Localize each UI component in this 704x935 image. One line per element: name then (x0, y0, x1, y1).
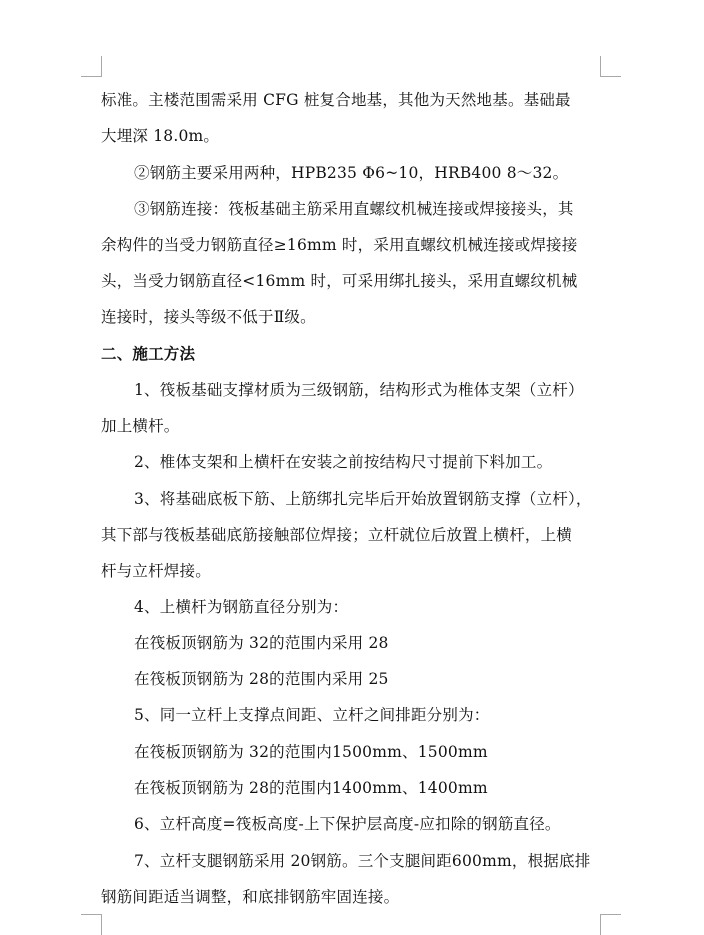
text-line: ②钢筋主要采用两种，HPB235 Φ6~10，HRB400 8～32。 (134, 164, 569, 182)
text-line: 钢筋间距适当调整，和底排钢筋牢固连接。 (101, 888, 400, 906)
text-line: 6、立杆高度=筏板高度-上下保护层高度-应扣除的钢筋直径。 (134, 815, 561, 833)
text-line: 加上横杆。 (101, 417, 180, 435)
text-line: 连接时，接头等级不低于Ⅱ级。 (101, 308, 316, 326)
text-line: 1、筏板基础支撑材质为三级钢筋，结构形式为椎体支架（立杆） (134, 381, 584, 399)
page-corner-mark-bottom-left (81, 914, 102, 935)
text-line: 头，当受力钢筋直径<16mm 时，可采用绑扎接头，采用直螺纹机械 (101, 272, 578, 290)
page-corner-mark-top-left (81, 56, 102, 77)
text-line: 其下部与筏板基础底筋接触部位焊接；立杆就位后放置上横杆，上横 (101, 526, 573, 544)
page-corner-mark-bottom-right (600, 914, 621, 935)
text-line: 4、上横杆为钢筋直径分别为： (134, 598, 349, 616)
text-line: ③钢筋连接：筏板基础主筋采用直螺纹机械连接或焊接接头，其 (134, 200, 574, 218)
text-line: 在筏板顶钢筋为 28的范围内1400mm、1400mm (134, 779, 488, 797)
text-line: 在筏板顶钢筋为 28的范围内采用 25 (134, 670, 389, 688)
text-line: 大埋深 18.0m。 (101, 127, 220, 145)
page-corner-mark-top-right (600, 56, 621, 77)
text-line: 杆与立杆焊接。 (101, 562, 211, 580)
text-line: 2、椎体支架和上横杆在安装之前按结构尺寸提前下料加工。 (134, 453, 553, 471)
text-line: 在筏板顶钢筋为 32的范围内1500mm、1500mm (134, 743, 488, 761)
text-line: 余构件的当受力钢筋直径≥16mm 时，采用直螺纹机械连接或焊接接 (101, 236, 578, 254)
text-line: 标准。主楼范围需采用 CFG 桩复合地基，其他为天然地基。基础最 (101, 91, 571, 109)
text-line: 在筏板顶钢筋为 32的范围内采用 28 (134, 634, 389, 652)
text-line: 3、将基础底板下筋、上筋绑扎完毕后开始放置钢筋支撑（立杆）， (134, 490, 592, 508)
text-line: 5、同一立杆上支撑点间距、立杆之间排距分别为： (134, 706, 490, 724)
section-heading: 二、施工方法 (101, 344, 196, 363)
text-line: 7、立杆支腿钢筋采用 20钢筋。三个支腿间距600mm，根据底排 (134, 852, 591, 870)
